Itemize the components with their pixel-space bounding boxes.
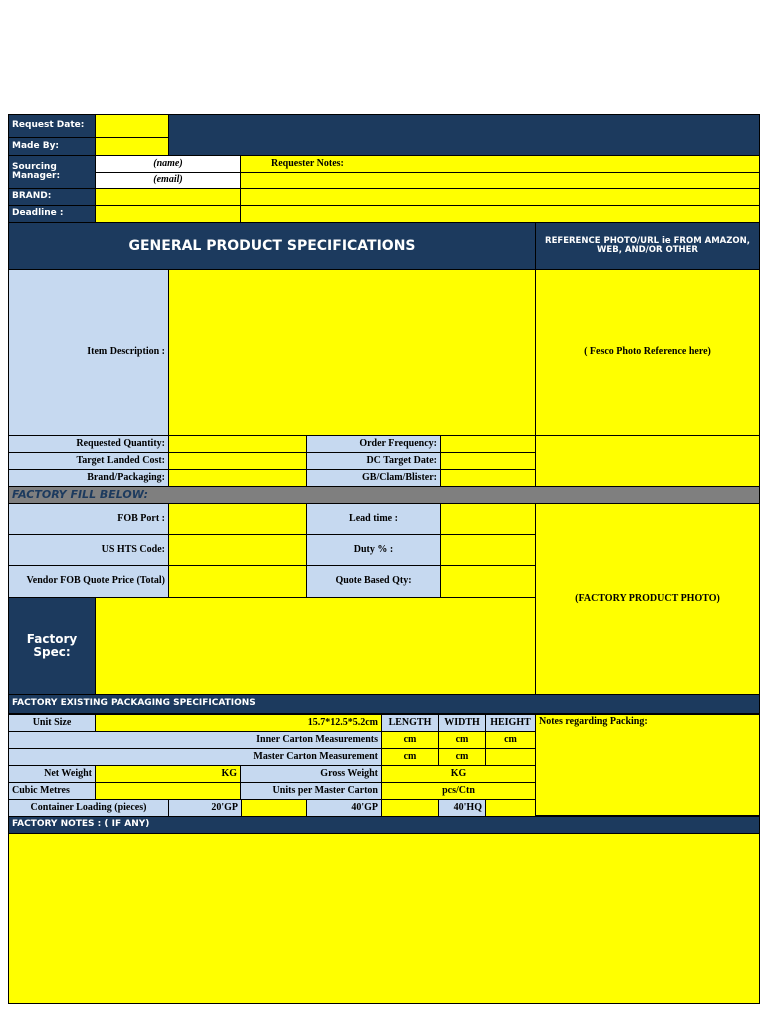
dc-target-date-label: DC Target Date: bbox=[306, 452, 441, 470]
gp40-label: 40'GP bbox=[306, 799, 382, 817]
duty-field[interactable] bbox=[440, 534, 536, 566]
gross-weight-field[interactable]: KG bbox=[381, 765, 536, 783]
gp40-field[interactable] bbox=[381, 799, 439, 817]
gp20-field[interactable] bbox=[241, 799, 307, 817]
request-date-label: Request Date: bbox=[8, 114, 96, 138]
deadline-notes-field[interactable] bbox=[240, 205, 760, 223]
item-description-label: Item Description : bbox=[8, 269, 169, 436]
us-hts-code-label: US HTS Code: bbox=[8, 534, 169, 566]
inner-carton-label: Inner Carton Measurements bbox=[8, 731, 382, 749]
requested-quantity-label: Requested Quantity: bbox=[8, 435, 169, 453]
duty-label: Duty % : bbox=[306, 534, 441, 566]
target-landed-cost-field[interactable] bbox=[168, 452, 307, 470]
brand-field[interactable] bbox=[95, 188, 241, 206]
manager-name-field[interactable]: (name) bbox=[95, 155, 241, 173]
inner-width-field[interactable]: cm bbox=[438, 731, 486, 749]
packaging-spec-title: FACTORY EXISTING PACKAGING SPECIFICATIONS bbox=[8, 694, 760, 714]
made-by-label: Made By: bbox=[8, 137, 96, 156]
manager-email-field[interactable]: (email) bbox=[95, 172, 241, 189]
lead-time-field[interactable] bbox=[440, 503, 536, 535]
units-per-master-field[interactable]: pcs/Ctn bbox=[381, 782, 536, 800]
header-navy-block bbox=[168, 114, 760, 156]
vendor-fob-quote-field[interactable] bbox=[168, 565, 307, 598]
gb-clam-blister-label: GB/Clam/Blister: bbox=[306, 469, 441, 487]
quote-based-qty-label: Quote Based Qty: bbox=[306, 565, 441, 598]
width-header: WIDTH bbox=[438, 714, 486, 732]
request-date-field[interactable] bbox=[95, 114, 169, 138]
dc-target-date-field[interactable] bbox=[440, 452, 536, 470]
master-height-field[interactable] bbox=[485, 748, 536, 766]
inner-height-field[interactable]: cm bbox=[485, 731, 536, 749]
gp20-label: 20'GP bbox=[168, 799, 242, 817]
brand-packaging-label: Brand/Packaging: bbox=[8, 469, 169, 487]
factory-product-photo[interactable]: (FACTORY PRODUCT PHOTO) bbox=[535, 503, 760, 695]
inner-length-field[interactable]: cm bbox=[381, 731, 439, 749]
brand-label: BRAND: bbox=[8, 188, 96, 206]
packing-notes-field[interactable]: Notes regarding Packing: bbox=[535, 714, 760, 816]
units-per-master-label: Units per Master Carton bbox=[240, 782, 382, 800]
order-frequency-label: Order Frequency: bbox=[306, 435, 441, 453]
master-carton-label: Master Carton Measurement bbox=[8, 748, 382, 766]
hq40-field[interactable] bbox=[485, 799, 536, 817]
deadline-field[interactable] bbox=[95, 205, 241, 223]
gb-clam-blister-field[interactable] bbox=[440, 469, 536, 487]
cubic-metres-field[interactable] bbox=[95, 782, 241, 800]
gross-weight-label: Gross Weight bbox=[240, 765, 382, 783]
height-header: HEIGHT bbox=[485, 714, 536, 732]
vendor-fob-quote-label: Vendor FOB Quote Price (Total) bbox=[8, 565, 169, 598]
factory-fill-below-bar: FACTORY FILL BELOW: bbox=[8, 486, 760, 504]
quote-based-qty-field[interactable] bbox=[440, 565, 536, 598]
factory-notes-field[interactable] bbox=[8, 833, 760, 1004]
unit-size-label: Unit Size bbox=[8, 714, 96, 732]
order-frequency-field[interactable] bbox=[440, 435, 536, 453]
length-header: LENGTH bbox=[381, 714, 439, 732]
lead-time-label: Lead time : bbox=[306, 503, 441, 535]
target-landed-cost-label: Target Landed Cost: bbox=[8, 452, 169, 470]
unit-size-field[interactable]: 15.7*12.5*5.2cm bbox=[95, 714, 382, 732]
brand-packaging-field[interactable] bbox=[168, 469, 307, 487]
cubic-metres-label: Cubic Metres bbox=[8, 782, 96, 800]
requester-notes-label: Requester Notes: bbox=[240, 155, 760, 173]
fesco-photo-reference[interactable]: ( Fesco Photo Reference here) bbox=[535, 269, 760, 436]
general-spec-title: GENERAL PRODUCT SPECIFICATIONS bbox=[8, 222, 536, 270]
master-length-field[interactable]: cm bbox=[381, 748, 439, 766]
factory-spec-field[interactable] bbox=[95, 597, 536, 695]
reference-photo-title: REFERENCE PHOTO/URL ie FROM AMAZON, WEB, AND/OR OTHER bbox=[535, 222, 760, 270]
reference-photo-extra[interactable] bbox=[535, 435, 760, 487]
net-weight-label: Net Weight bbox=[8, 765, 96, 783]
factory-spec-label: Factory Spec: bbox=[8, 597, 96, 695]
net-weight-field[interactable]: KG bbox=[95, 765, 241, 783]
fob-port-field[interactable] bbox=[168, 503, 307, 535]
us-hts-code-field[interactable] bbox=[168, 534, 307, 566]
deadline-label: Deadline : bbox=[8, 205, 96, 223]
container-loading-label: Container Loading (pieces) bbox=[8, 799, 169, 817]
hq40-label: 40'HQ bbox=[438, 799, 486, 817]
item-description-field[interactable] bbox=[168, 269, 536, 436]
master-width-field[interactable]: cm bbox=[438, 748, 486, 766]
made-by-field[interactable] bbox=[95, 137, 169, 156]
fob-port-label: FOB Port : bbox=[8, 503, 169, 535]
factory-notes-title: FACTORY NOTES : ( IF ANY) bbox=[8, 816, 760, 834]
requester-notes-field[interactable] bbox=[240, 172, 760, 189]
brand-notes-field[interactable] bbox=[240, 188, 760, 206]
requested-quantity-field[interactable] bbox=[168, 435, 307, 453]
sourcing-manager-label: Sourcing Manager: bbox=[8, 155, 96, 189]
